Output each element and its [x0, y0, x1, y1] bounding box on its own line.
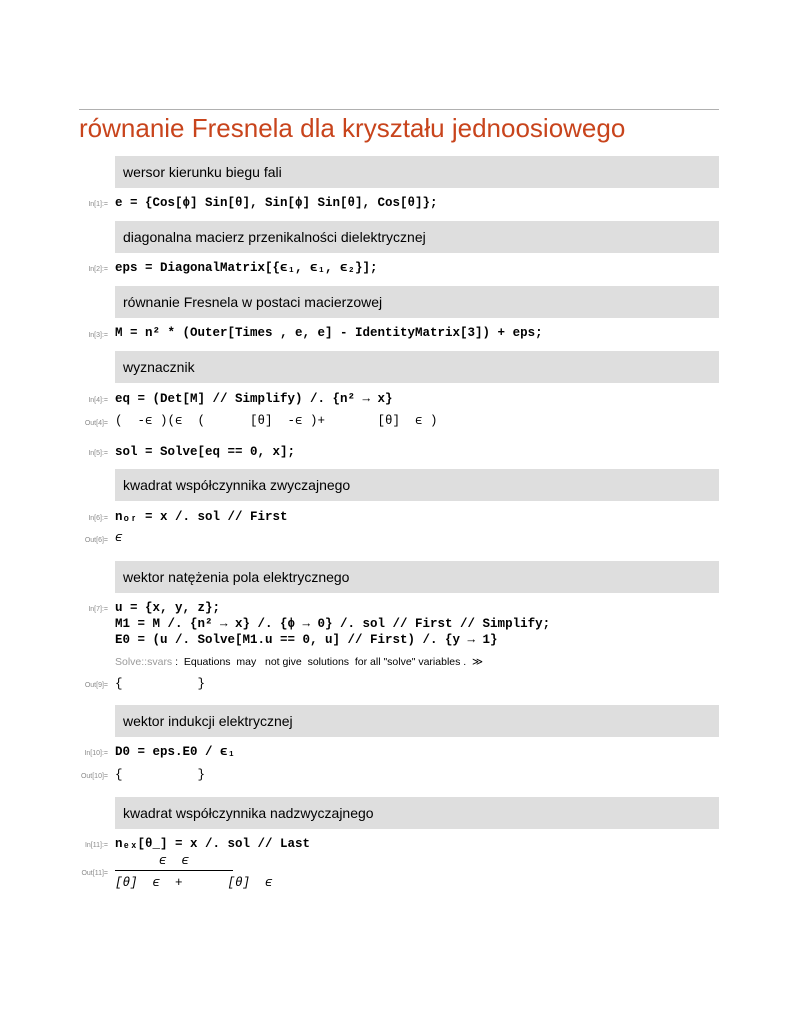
section-header-extraordinary-index: kwadrat współczynnika nadzwyczajnego	[115, 797, 719, 829]
section-header-direction-vector: wersor kierunku biegu fali	[115, 156, 719, 188]
message-tag-link[interactable]: Solve::svars	[115, 656, 173, 668]
fraction-numerator: ϵ ϵ	[158, 854, 189, 868]
section-header-ordinary-index: kwadrat współczynnika zwyczajnego	[115, 469, 719, 501]
section-header-permittivity: diagonalna macierz przenikalności dielektrycznej	[115, 221, 719, 253]
output-label: Out[11]=	[81, 870, 108, 877]
notebook-title: równanie Fresnela dla kryształu jednoosiowego	[79, 113, 626, 143]
output-label: Out[6]=	[84, 537, 108, 544]
input-label: In[4]:=	[88, 397, 108, 404]
output-cell: { }	[115, 677, 206, 691]
input-label: In[5]:=	[88, 450, 108, 457]
input-label: In[3]:=	[88, 332, 108, 339]
input-cell[interactable]: nₑₓ[θ_] = x /. sol // Last	[115, 837, 311, 851]
output-cell: { }	[115, 768, 206, 782]
input-cell[interactable]: eq = (Det[M] // Simplify) /. {n² → x}	[115, 392, 393, 406]
fraction-bar	[115, 870, 233, 871]
input-cell-line[interactable]: M1 = M /. {n² → x} /. {ϕ → 0} /. sol // First // Simplify;	[115, 617, 551, 631]
fraction-denominator: [θ] ϵ + [θ] ϵ	[115, 876, 273, 890]
section-header-fresnel-matrix: równanie Fresnela w postaci macierzowej	[115, 286, 719, 318]
input-label: In[1]:=	[88, 201, 108, 208]
input-label: In[7]:=	[88, 606, 108, 613]
input-label: In[10]:=	[84, 750, 108, 757]
output-cell: ( -ϵ )(ϵ ( [θ] -ϵ )+ [θ] ϵ )	[115, 414, 438, 428]
output-cell: ϵ	[115, 531, 123, 545]
message-text: : Equations may not give solutions for all "solve" variables . ≫	[172, 656, 484, 668]
title-rule	[79, 109, 719, 110]
message-line	[115, 656, 483, 668]
input-label: In[11]:=	[84, 842, 108, 849]
input-cell[interactable]: M = n² * (Outer[Times , e, e] - IdentityMatrix[3]) + eps;	[115, 326, 543, 340]
section-header-electric-field: wektor natężenia pola elektrycznego	[115, 561, 719, 593]
output-label: Out[4]=	[84, 420, 108, 427]
output-label: Out[9]=	[84, 682, 108, 689]
input-cell[interactable]: D0 = eps.E0 / ϵ₁	[115, 745, 236, 759]
section-header-displacement: wektor indukcji elektrycznej	[115, 705, 719, 737]
output-label: Out[10]=	[80, 773, 108, 780]
section-header-determinant: wyznacznik	[115, 351, 719, 383]
input-cell-line[interactable]: E0 = (u /. Solve[M1.u == 0, u] // First) /. {y → 1}	[115, 633, 498, 647]
input-label: In[6]:=	[88, 515, 108, 522]
input-cell[interactable]: nₒᵣ = x /. sol // First	[115, 510, 288, 524]
input-cell-line[interactable]: u = {x, y, z};	[115, 601, 221, 615]
input-cell[interactable]: eps = DiagonalMatrix[{ϵ₁, ϵ₁, ϵ₂}];	[115, 261, 378, 275]
input-label: In[2]:=	[88, 266, 108, 273]
input-cell[interactable]: sol = Solve[eq == 0, x];	[115, 445, 296, 459]
input-cell[interactable]: e = {Cos[ϕ] Sin[θ], Sin[ϕ] Sin[θ], Cos[θ]};	[115, 196, 438, 210]
